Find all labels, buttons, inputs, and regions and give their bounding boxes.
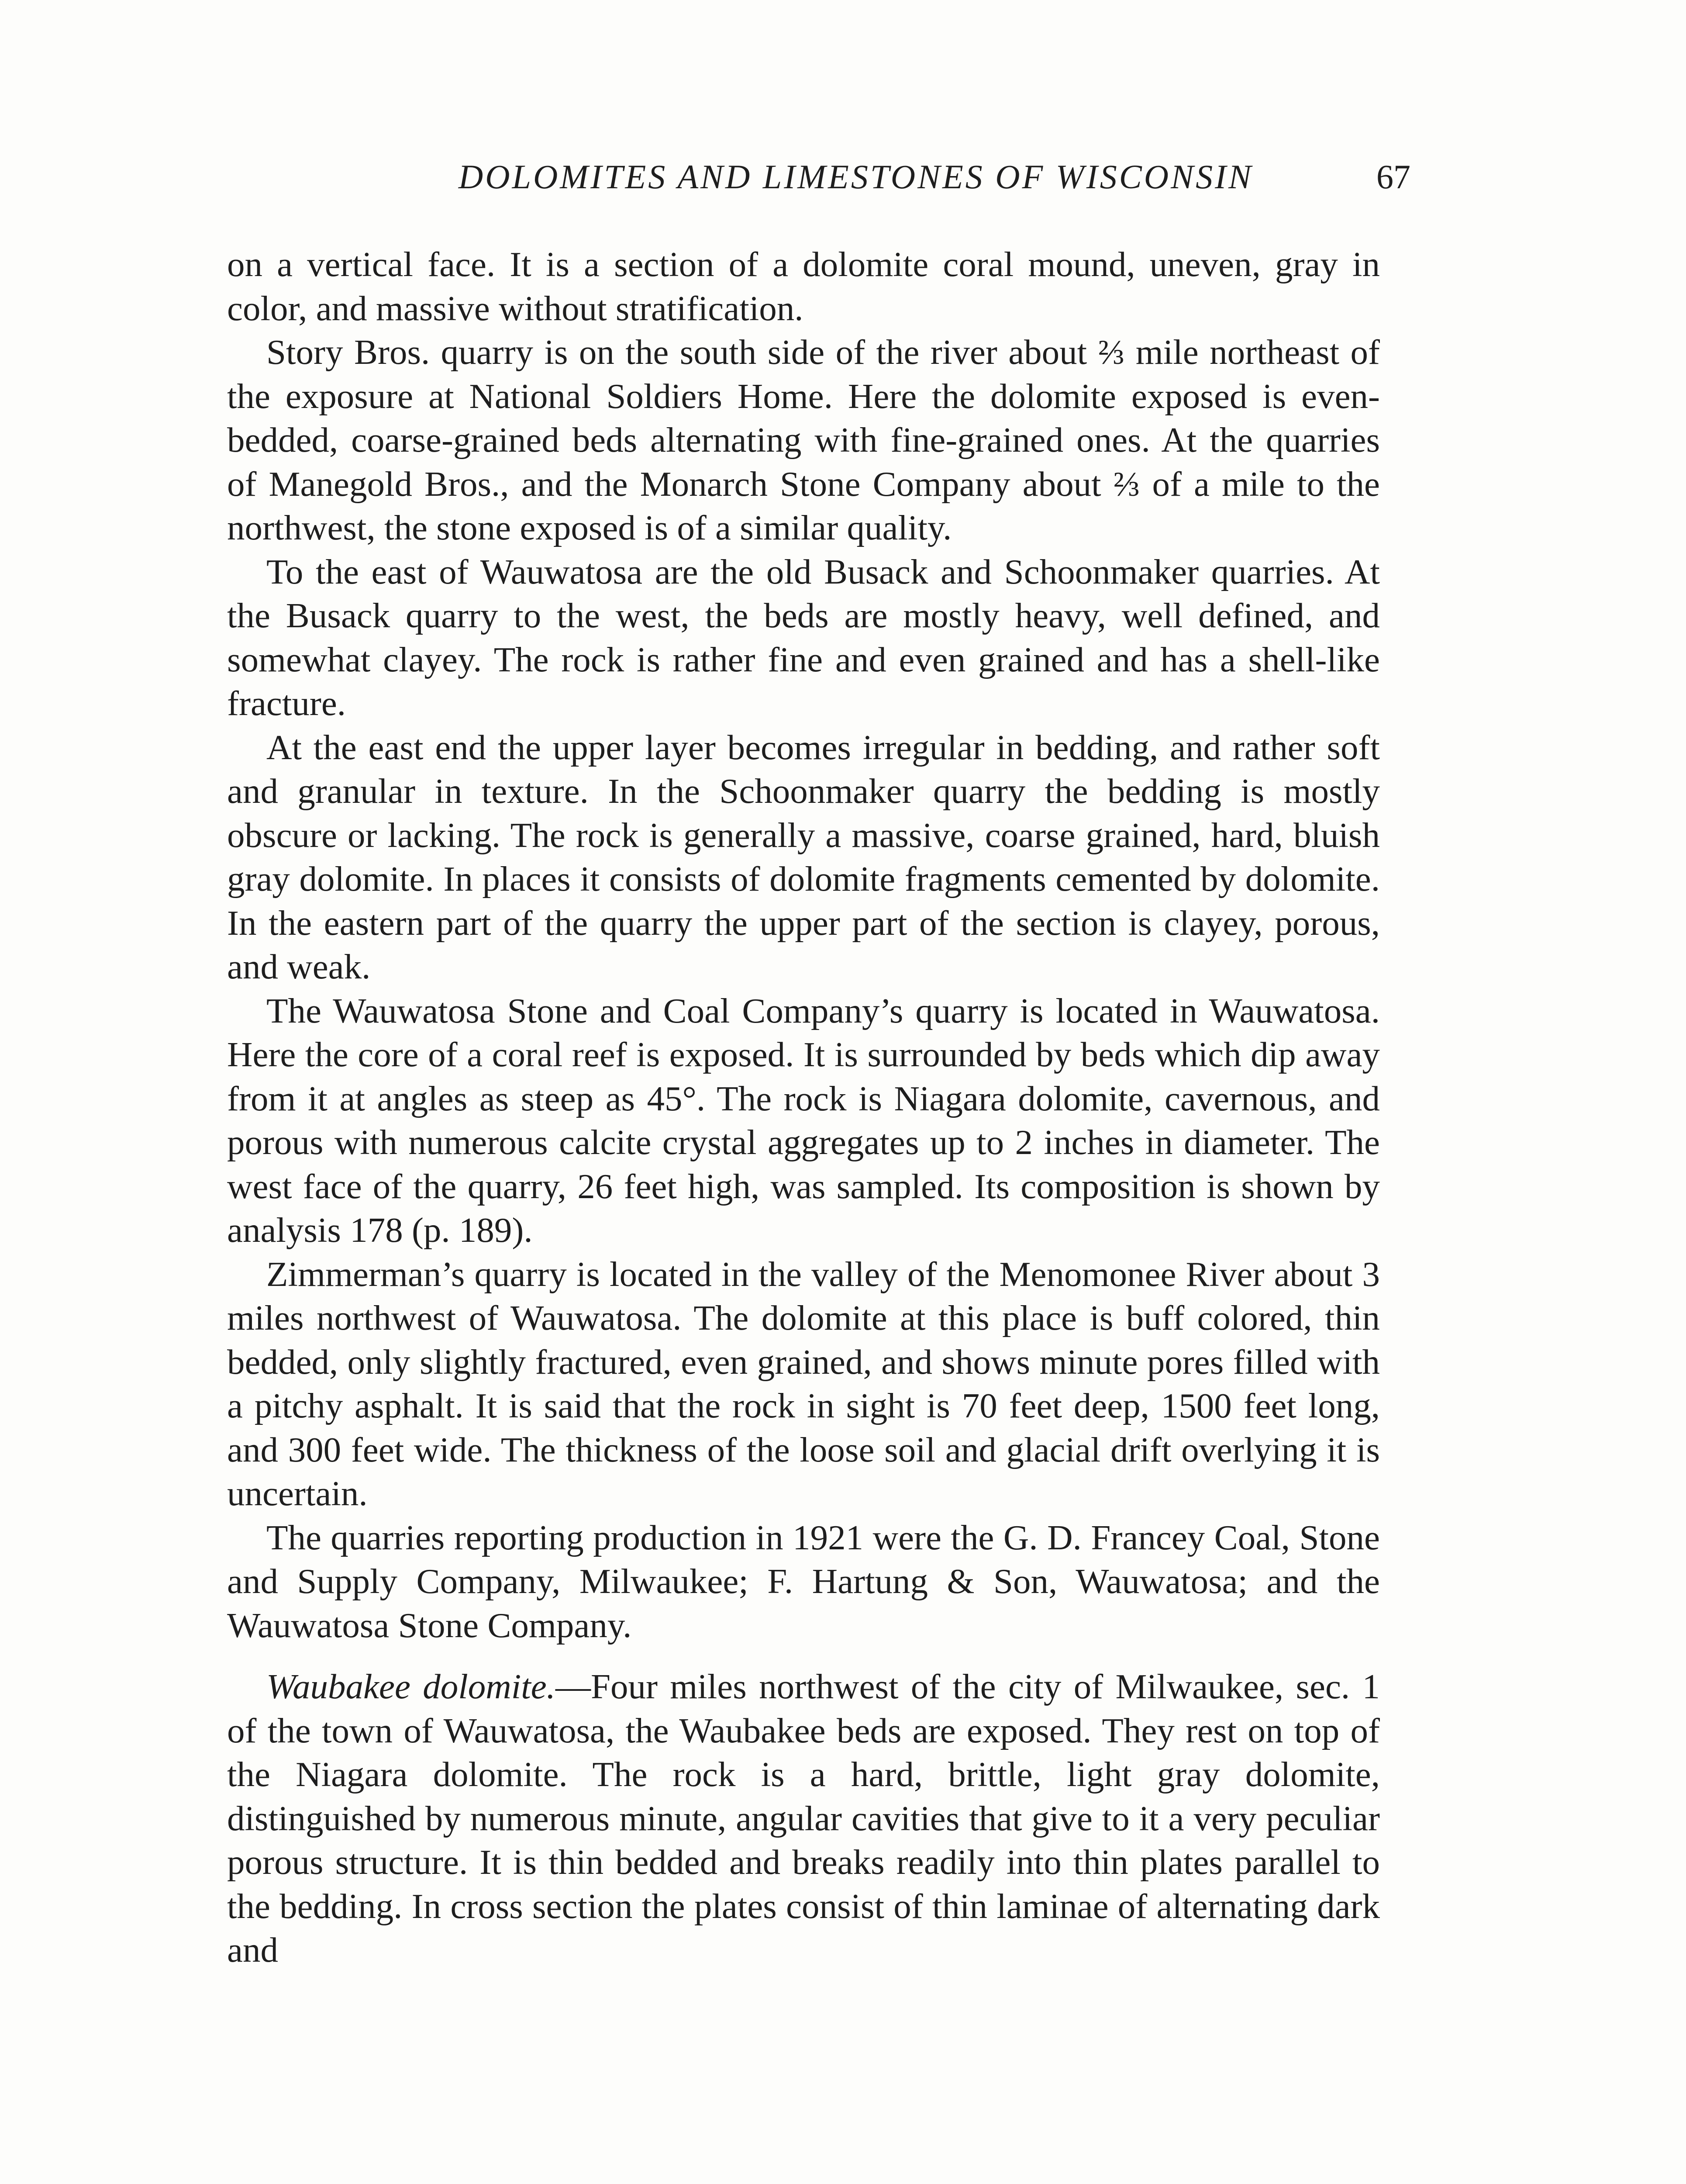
paragraph: At the east end the upper layer becomes irregular in bedding, and rather soft and granular in texture. In the Schoonmaker quarry the bedding is mostly obscure or lacking. The rock is generally a massive, coarse grained, hard, bluish gray dolomite. In places it consists of dolomite fragments cemented by dolomite. In the eastern part of the quarry the upper part of the section is clayey, porous, and weak. [227,727,1380,986]
paragraph: The Wauwatosa Stone and Coal Company’s quarry is located in Wauwatosa. Here the core of a coral reef is exposed. It is surrounded by beds which dip away from it at angles as steep as 45°. The rock is Niagara dolomite, cavernous, and porous with numerous calcite crystal aggregates up to 2 inches in diameter. The west face of the quarry, 26 feet high, was sampled. Its composition is shown by analysis 178 (p. 189). [227,991,1380,1250]
page-number: 67 [1376,158,1410,196]
paragraph: The quarries reporting production in 1921 were the G. D. Francey Coal, Stone and Supply Company, Milwaukee; F. Hartung & Son, Wauwatosa; and the Wauwatosa Stone Company. [227,1517,1380,1645]
body-text [227,242,1380,1972]
run-in-heading: Waubakee dolomite. [266,1667,555,1706]
paragraph: Story Bros. quarry is on the south side of the river about ⅔ mile northeast of the exposure at National Soldiers Home. Here the dolomite exposed is even-bedded, coarse-grained beds alternating with fine-grained ones. At the quarries of Manegold Bros., and the Monarch Stone Company about ⅔ of a mile to the northwest, the stone exposed is of a similar quality. [227,332,1380,547]
paragraph: on a vertical face. It is a section of a dolomite coral mound, uneven, gray in color, and massive without stratification. [227,245,1380,328]
running-title: DOLOMITES AND LIMESTONES OF WISCONSIN [458,158,1254,196]
paragraph: Zimmerman’s quarry is located in the valley of the Menomonee River about 3 miles northwest of Wauwatosa. The dolomite at this place is buff colored, thin bedded, only slightly fractured, even grained, and shows minute pores filled with a pitchy asphalt. It is said that the rock in sight is 70 feet deep, 1500 feet long, and 300 feet wide. The thickness of the loose soil and glacial drift overlying it is uncertain. [227,1254,1380,1513]
waubakee-paragraph [227,1665,1380,1972]
paragraph-text: —Four miles northwest of the city of Milwaukee, sec. 1 of the town of Wauwatosa, the Waubakee beds are exposed. They rest on top of the Niagara dolomite. The rock is a hard, brittle, light gray dolomite, distinguished by numerous minute, angular cavities that give to it a very peculiar porous structure. It is thin bedded and breaks readily into thin plates parallel to the bedding. In cross section the plates consist of thin laminae of alternating dark and [227,1667,1380,1970]
paragraph: To the east of Wauwatosa are the old Busack and Schoonmaker quarries. At the Busack quarry to the west, the beds are mostly heavy, well defined, and somewhat clayey. The rock is rather fine and even grained and has a shell-like fracture. [227,552,1380,723]
